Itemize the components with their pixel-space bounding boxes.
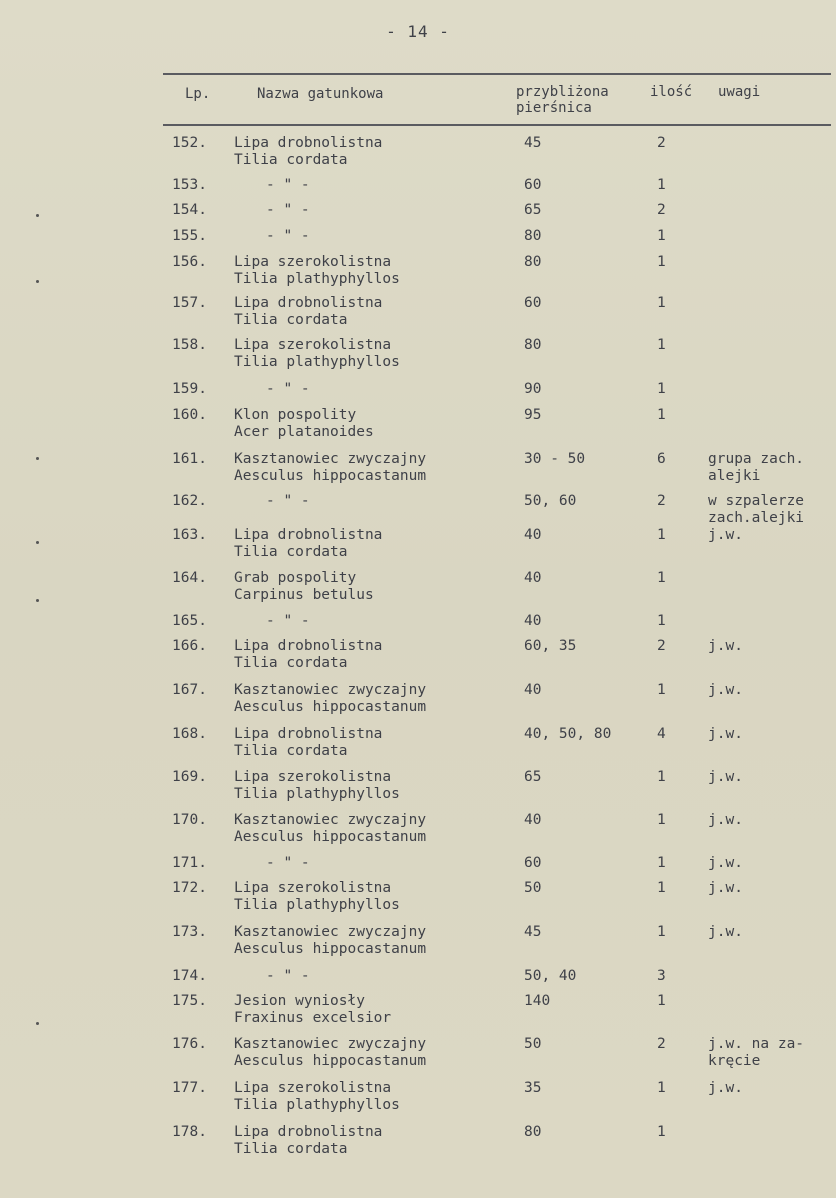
species-latin-name: Tilia plathyphyllos: [234, 897, 400, 913]
header-circumference-2: pierśnica: [516, 100, 592, 116]
circumference-value: 60, 35: [524, 638, 577, 654]
quantity-value: 1: [657, 812, 666, 828]
note-text-continued: zach.alejki: [708, 510, 805, 526]
ditto-mark: - " -: [266, 202, 310, 218]
row-number: 176.: [172, 1036, 207, 1052]
circumference-value: 45: [524, 924, 542, 940]
quantity-value: 1: [657, 228, 666, 244]
quantity-value: 2: [657, 202, 666, 218]
row-number: 173.: [172, 924, 207, 940]
header-quantity: ilość: [650, 84, 693, 100]
margin-mark: [36, 541, 39, 544]
row-number: 163.: [172, 527, 207, 543]
circumference-value: 35: [524, 1080, 542, 1096]
species-latin-name: Tilia plathyphyllos: [234, 271, 400, 287]
note-text: j.w.: [708, 812, 743, 828]
circumference-value: 40: [524, 682, 542, 698]
species-latin-name: Fraxinus excelsior: [234, 1010, 392, 1026]
circumference-value: 40: [524, 812, 542, 828]
circumference-value: 60: [524, 855, 542, 871]
row-number: 167.: [172, 682, 207, 698]
note-text: j.w.: [708, 726, 743, 742]
species-latin-name: Tilia plathyphyllos: [234, 1097, 400, 1113]
quantity-value: 1: [657, 682, 666, 698]
row-number: 162.: [172, 493, 207, 509]
row-number: 161.: [172, 451, 207, 467]
species-latin-name: Aesculus hippocastanum: [234, 699, 427, 715]
header-name: Nazwa gatunkowa: [257, 86, 384, 102]
quantity-value: 2: [657, 638, 666, 654]
species-common-name: Lipa szerokolistna: [234, 254, 392, 270]
circumference-value: 95: [524, 407, 542, 423]
header-no: Lp.: [185, 86, 211, 102]
species-latin-name: Tilia cordata: [234, 1141, 348, 1157]
quantity-value: 1: [657, 613, 666, 629]
ditto-mark: - " -: [266, 855, 310, 871]
margin-mark: [36, 1022, 39, 1025]
circumference-value: 60: [524, 295, 542, 311]
species-common-name: Grab pospolity: [234, 570, 357, 586]
circumference-value: 40, 50, 80: [524, 726, 612, 742]
quantity-value: 6: [657, 451, 666, 467]
species-common-name: Kasztanowiec zwyczajny: [234, 924, 427, 940]
species-latin-name: Tilia cordata: [234, 312, 348, 328]
row-number: 177.: [172, 1080, 207, 1096]
quantity-value: 3: [657, 968, 666, 984]
row-number: 174.: [172, 968, 207, 984]
row-number: 160.: [172, 407, 207, 423]
species-latin-name: Tilia cordata: [234, 544, 348, 560]
note-text: j.w.: [708, 855, 743, 871]
note-text: j.w.: [708, 527, 743, 543]
species-common-name: Lipa szerokolistna: [234, 337, 392, 353]
species-latin-name: Tilia cordata: [234, 152, 348, 168]
row-number: 168.: [172, 726, 207, 742]
quantity-value: 1: [657, 254, 666, 270]
header-top-rule: [163, 73, 831, 75]
header-notes: uwagi: [718, 84, 761, 100]
ditto-mark: - " -: [266, 228, 310, 244]
quantity-value: 1: [657, 855, 666, 871]
species-common-name: Lipa drobnolistna: [234, 527, 383, 543]
species-latin-name: Aesculus hippocastanum: [234, 829, 427, 845]
circumference-value: 80: [524, 228, 542, 244]
margin-mark: [36, 599, 39, 602]
quantity-value: 1: [657, 924, 666, 940]
species-latin-name: Aesculus hippocastanum: [234, 1053, 427, 1069]
row-number: 178.: [172, 1124, 207, 1140]
row-number: 169.: [172, 769, 207, 785]
row-number: 172.: [172, 880, 207, 896]
species-common-name: Lipa drobnolistna: [234, 726, 383, 742]
circumference-value: 50, 40: [524, 968, 577, 984]
species-common-name: Lipa szerokolistna: [234, 769, 392, 785]
row-number: 171.: [172, 855, 207, 871]
circumference-value: 65: [524, 202, 542, 218]
quantity-value: 1: [657, 993, 666, 1009]
row-number: 152.: [172, 135, 207, 151]
circumference-value: 30 - 50: [524, 451, 586, 467]
quantity-value: 1: [657, 769, 666, 785]
ditto-mark: - " -: [266, 613, 310, 629]
quantity-value: 1: [657, 1080, 666, 1096]
note-text-continued: alejki: [708, 468, 761, 484]
circumference-value: 80: [524, 1124, 542, 1140]
row-number: 165.: [172, 613, 207, 629]
header-circumference-1: przybliżona: [516, 84, 609, 100]
note-text-continued: kręcie: [708, 1053, 761, 1069]
row-number: 157.: [172, 295, 207, 311]
species-latin-name: Aesculus hippocastanum: [234, 941, 427, 957]
quantity-value: 1: [657, 1124, 666, 1140]
circumference-value: 50, 60: [524, 493, 577, 509]
row-number: 153.: [172, 177, 207, 193]
circumference-value: 80: [524, 337, 542, 353]
circumference-value: 40: [524, 527, 542, 543]
note-text: j.w.: [708, 880, 743, 896]
row-number: 159.: [172, 381, 207, 397]
quantity-value: 1: [657, 407, 666, 423]
circumference-value: 40: [524, 570, 542, 586]
species-latin-name: Acer platanoides: [234, 424, 374, 440]
circumference-value: 45: [524, 135, 542, 151]
note-text: grupa zach.: [708, 451, 805, 467]
row-number: 158.: [172, 337, 207, 353]
quantity-value: 2: [657, 493, 666, 509]
circumference-value: 50: [524, 1036, 542, 1052]
ditto-mark: - " -: [266, 968, 310, 984]
quantity-value: 1: [657, 177, 666, 193]
species-common-name: Lipa drobnolistna: [234, 1124, 383, 1140]
species-common-name: Kasztanowiec zwyczajny: [234, 812, 427, 828]
circumference-value: 65: [524, 769, 542, 785]
row-number: 166.: [172, 638, 207, 654]
species-common-name: Jesion wyniosły: [234, 993, 365, 1009]
quantity-value: 1: [657, 381, 666, 397]
margin-mark: [36, 457, 39, 460]
species-common-name: Lipa szerokolistna: [234, 880, 392, 896]
species-common-name: Lipa szerokolistna: [234, 1080, 392, 1096]
row-number: 164.: [172, 570, 207, 586]
species-latin-name: Tilia plathyphyllos: [234, 354, 400, 370]
quantity-value: 2: [657, 135, 666, 151]
margin-mark: [36, 214, 39, 217]
quantity-value: 1: [657, 880, 666, 896]
species-common-name: Kasztanowiec zwyczajny: [234, 1036, 427, 1052]
species-latin-name: Carpinus betulus: [234, 587, 374, 603]
page-number: - 14 -: [386, 22, 450, 41]
species-common-name: Lipa drobnolistna: [234, 135, 383, 151]
note-text: j.w.: [708, 1080, 743, 1096]
note-text: j.w.: [708, 638, 743, 654]
quantity-value: 1: [657, 527, 666, 543]
circumference-value: 80: [524, 254, 542, 270]
quantity-value: 1: [657, 295, 666, 311]
quantity-value: 1: [657, 570, 666, 586]
species-latin-name: Tilia plathyphyllos: [234, 786, 400, 802]
row-number: 175.: [172, 993, 207, 1009]
note-text: j.w.: [708, 924, 743, 940]
row-number: 154.: [172, 202, 207, 218]
circumference-value: 60: [524, 177, 542, 193]
ditto-mark: - " -: [266, 381, 310, 397]
note-text: j.w. na za-: [708, 1036, 805, 1052]
species-common-name: Lipa drobnolistna: [234, 295, 383, 311]
quantity-value: 1: [657, 337, 666, 353]
note-text: j.w.: [708, 769, 743, 785]
quantity-value: 2: [657, 1036, 666, 1052]
species-latin-name: Tilia cordata: [234, 743, 348, 759]
species-common-name: Klon pospolity: [234, 407, 357, 423]
species-common-name: Kasztanowiec zwyczajny: [234, 682, 427, 698]
row-number: 156.: [172, 254, 207, 270]
margin-mark: [36, 280, 39, 283]
species-common-name: Kasztanowiec zwyczajny: [234, 451, 427, 467]
circumference-value: 40: [524, 613, 542, 629]
circumference-value: 140: [524, 993, 551, 1009]
species-latin-name: Aesculus hippocastanum: [234, 468, 427, 484]
circumference-value: 50: [524, 880, 542, 896]
ditto-mark: - " -: [266, 493, 310, 509]
note-text: j.w.: [708, 682, 743, 698]
header-bottom-rule: [163, 124, 831, 126]
species-latin-name: Tilia cordata: [234, 655, 348, 671]
quantity-value: 4: [657, 726, 666, 742]
note-text: w szpalerze: [708, 493, 805, 509]
row-number: 170.: [172, 812, 207, 828]
ditto-mark: - " -: [266, 177, 310, 193]
circumference-value: 90: [524, 381, 542, 397]
species-common-name: Lipa drobnolistna: [234, 638, 383, 654]
row-number: 155.: [172, 228, 207, 244]
